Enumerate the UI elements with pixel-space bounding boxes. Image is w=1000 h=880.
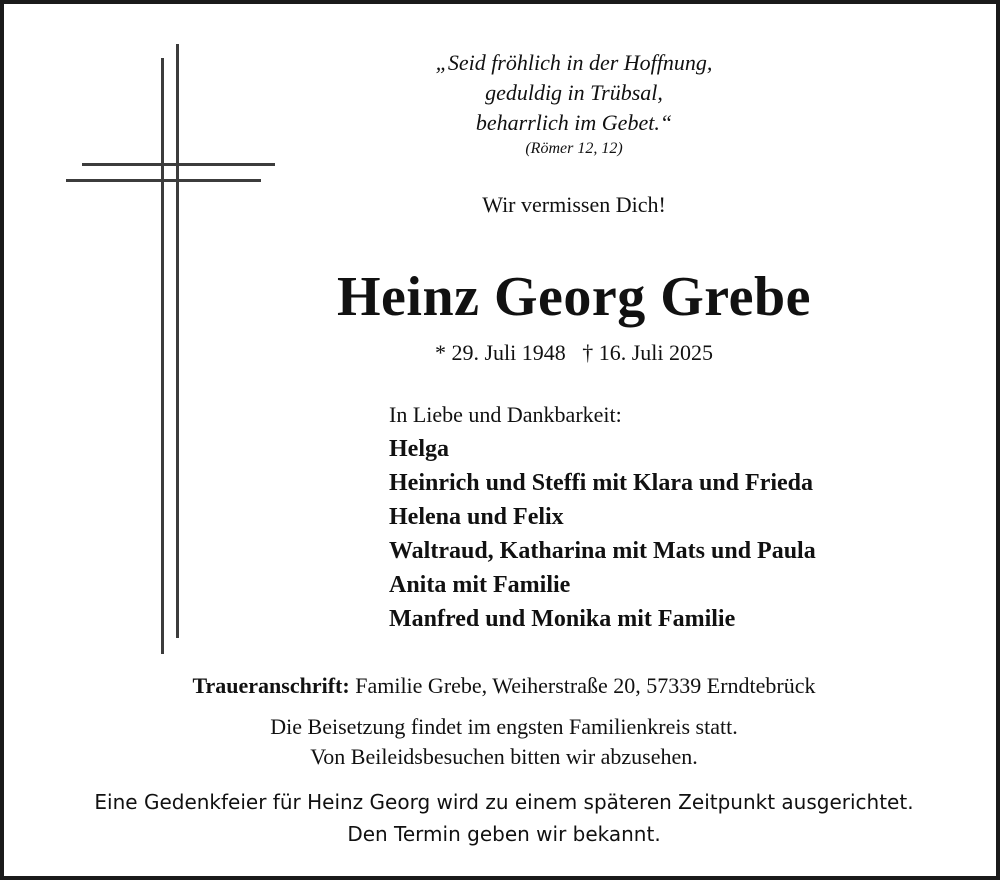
mourner-item: Helena und Felix <box>389 504 564 530</box>
mourners-list <box>389 432 816 636</box>
birth-date: * 29. Juli 1948 <box>434 340 566 365</box>
mourner-item: Heinrich und Steffi mit Klara und Frieda <box>389 470 814 496</box>
cross-horizontal-bar-top <box>82 163 275 166</box>
verse-reference: (Römer 12, 12) <box>525 140 623 157</box>
mourner-item: Manfred und Monika mit Familie <box>389 606 736 632</box>
death-date: † 16. Juli 2025 <box>582 340 714 365</box>
address-value: Familie Grebe, Weiherstraße 20, 57339 Erndtebrück <box>355 673 816 698</box>
deceased-name: Heinz Georg Grebe <box>337 266 811 328</box>
cross-horizontal-bar-bottom <box>66 179 261 182</box>
mourning-address <box>4 671 1000 701</box>
address-label: Traueranschrift: <box>192 673 350 698</box>
memorial-line-1: Eine Gedenkfeier für Heinz Georg wird zu einem späteren Zeitpunkt ausgerichtet. <box>94 790 914 814</box>
burial-line-1: Die Beisetzung findet im engsten Familienkreis statt. <box>270 714 738 739</box>
mourner-item: Waltraud, Katharina mit Mats und Paula <box>389 538 816 564</box>
memorial-notice <box>4 786 1000 850</box>
cross-vertical-bar-right <box>176 44 179 638</box>
verse-line-1: „Seid fröhlich in der Hoffnung, <box>435 50 713 75</box>
mourner-item: Helga <box>389 436 449 462</box>
burial-notice <box>4 712 1000 772</box>
burial-line-2: Von Beileidsbesuchen bitten wir abzusehen. <box>310 744 698 769</box>
miss-you-text: Wir vermissen Dich! <box>482 192 666 217</box>
life-dates <box>364 338 784 368</box>
mourners-intro: In Liebe und Dankbarkeit: <box>389 402 622 427</box>
memorial-line-2: Den Termin geben wir bekannt. <box>347 822 661 846</box>
mourner-item: Anita mit Familie <box>389 572 571 598</box>
cross-vertical-bar-left <box>161 58 164 654</box>
verse-line-3: beharrlich im Gebet.“ <box>475 110 673 135</box>
bible-verse <box>324 48 824 160</box>
cross-icon <box>4 4 304 664</box>
verse-line-2: geduldig in Trübsal, <box>485 80 663 105</box>
